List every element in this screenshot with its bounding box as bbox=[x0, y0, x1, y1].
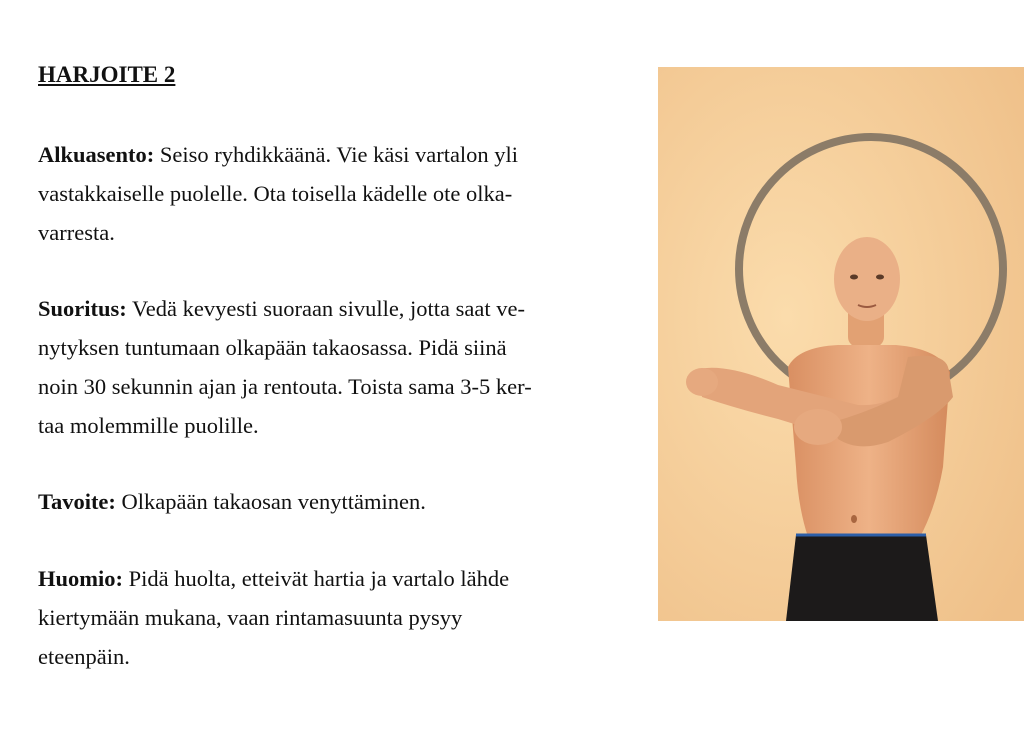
starting-position-paragraph bbox=[38, 135, 638, 252]
paragraph-line: taa molemmille puolille. bbox=[38, 413, 259, 438]
paragraph-line: varresta. bbox=[38, 220, 115, 245]
starting-position-label: Alkuasento: bbox=[38, 142, 155, 167]
paragraph-line: Pidä huolta, etteivät hartia ja vartalo lähde bbox=[123, 566, 510, 591]
right-eye bbox=[876, 275, 884, 280]
head bbox=[834, 237, 900, 321]
paragraph-line: noin 30 sekunnin ajan ja rentouta. Toista sama 3-5 ker- bbox=[38, 374, 532, 399]
paragraph-line: Vedä kevyesti suoraan sivulle, jotta saat ve- bbox=[126, 296, 526, 321]
navel bbox=[851, 515, 857, 523]
shorts bbox=[786, 535, 938, 621]
goal-paragraph bbox=[38, 482, 638, 521]
paragraph-line: vastakkaiselle puolelle. Ota toisella kädelle ote olka- bbox=[38, 181, 513, 206]
goal-label: Tavoite: bbox=[38, 489, 116, 514]
paragraph-line: kiertymään mukana, vaan rintamasuunta pysyy bbox=[38, 605, 463, 630]
paragraph-line: eteenpäin. bbox=[38, 644, 130, 669]
execution-label: Suoritus: bbox=[38, 296, 127, 321]
paragraph-line: Seiso ryhdikkäänä. Vie käsi vartalon yli bbox=[154, 142, 519, 167]
execution-paragraph bbox=[38, 289, 638, 445]
paragraph-line: nytyksen tuntumaan olkapään takaosassa. Pidä siinä bbox=[38, 335, 507, 360]
exercise-photo bbox=[658, 67, 1024, 621]
exercise-title: HARJOITE 2 bbox=[38, 62, 176, 87]
paragraph-line: Olkapään takaosan venyttäminen. bbox=[115, 489, 426, 514]
person-shoulder-stretch-photo bbox=[658, 67, 1024, 621]
note-label: Huomio: bbox=[38, 566, 124, 591]
fist bbox=[686, 368, 718, 396]
hand bbox=[794, 409, 842, 445]
left-eye bbox=[850, 275, 858, 280]
note-paragraph bbox=[38, 559, 638, 676]
